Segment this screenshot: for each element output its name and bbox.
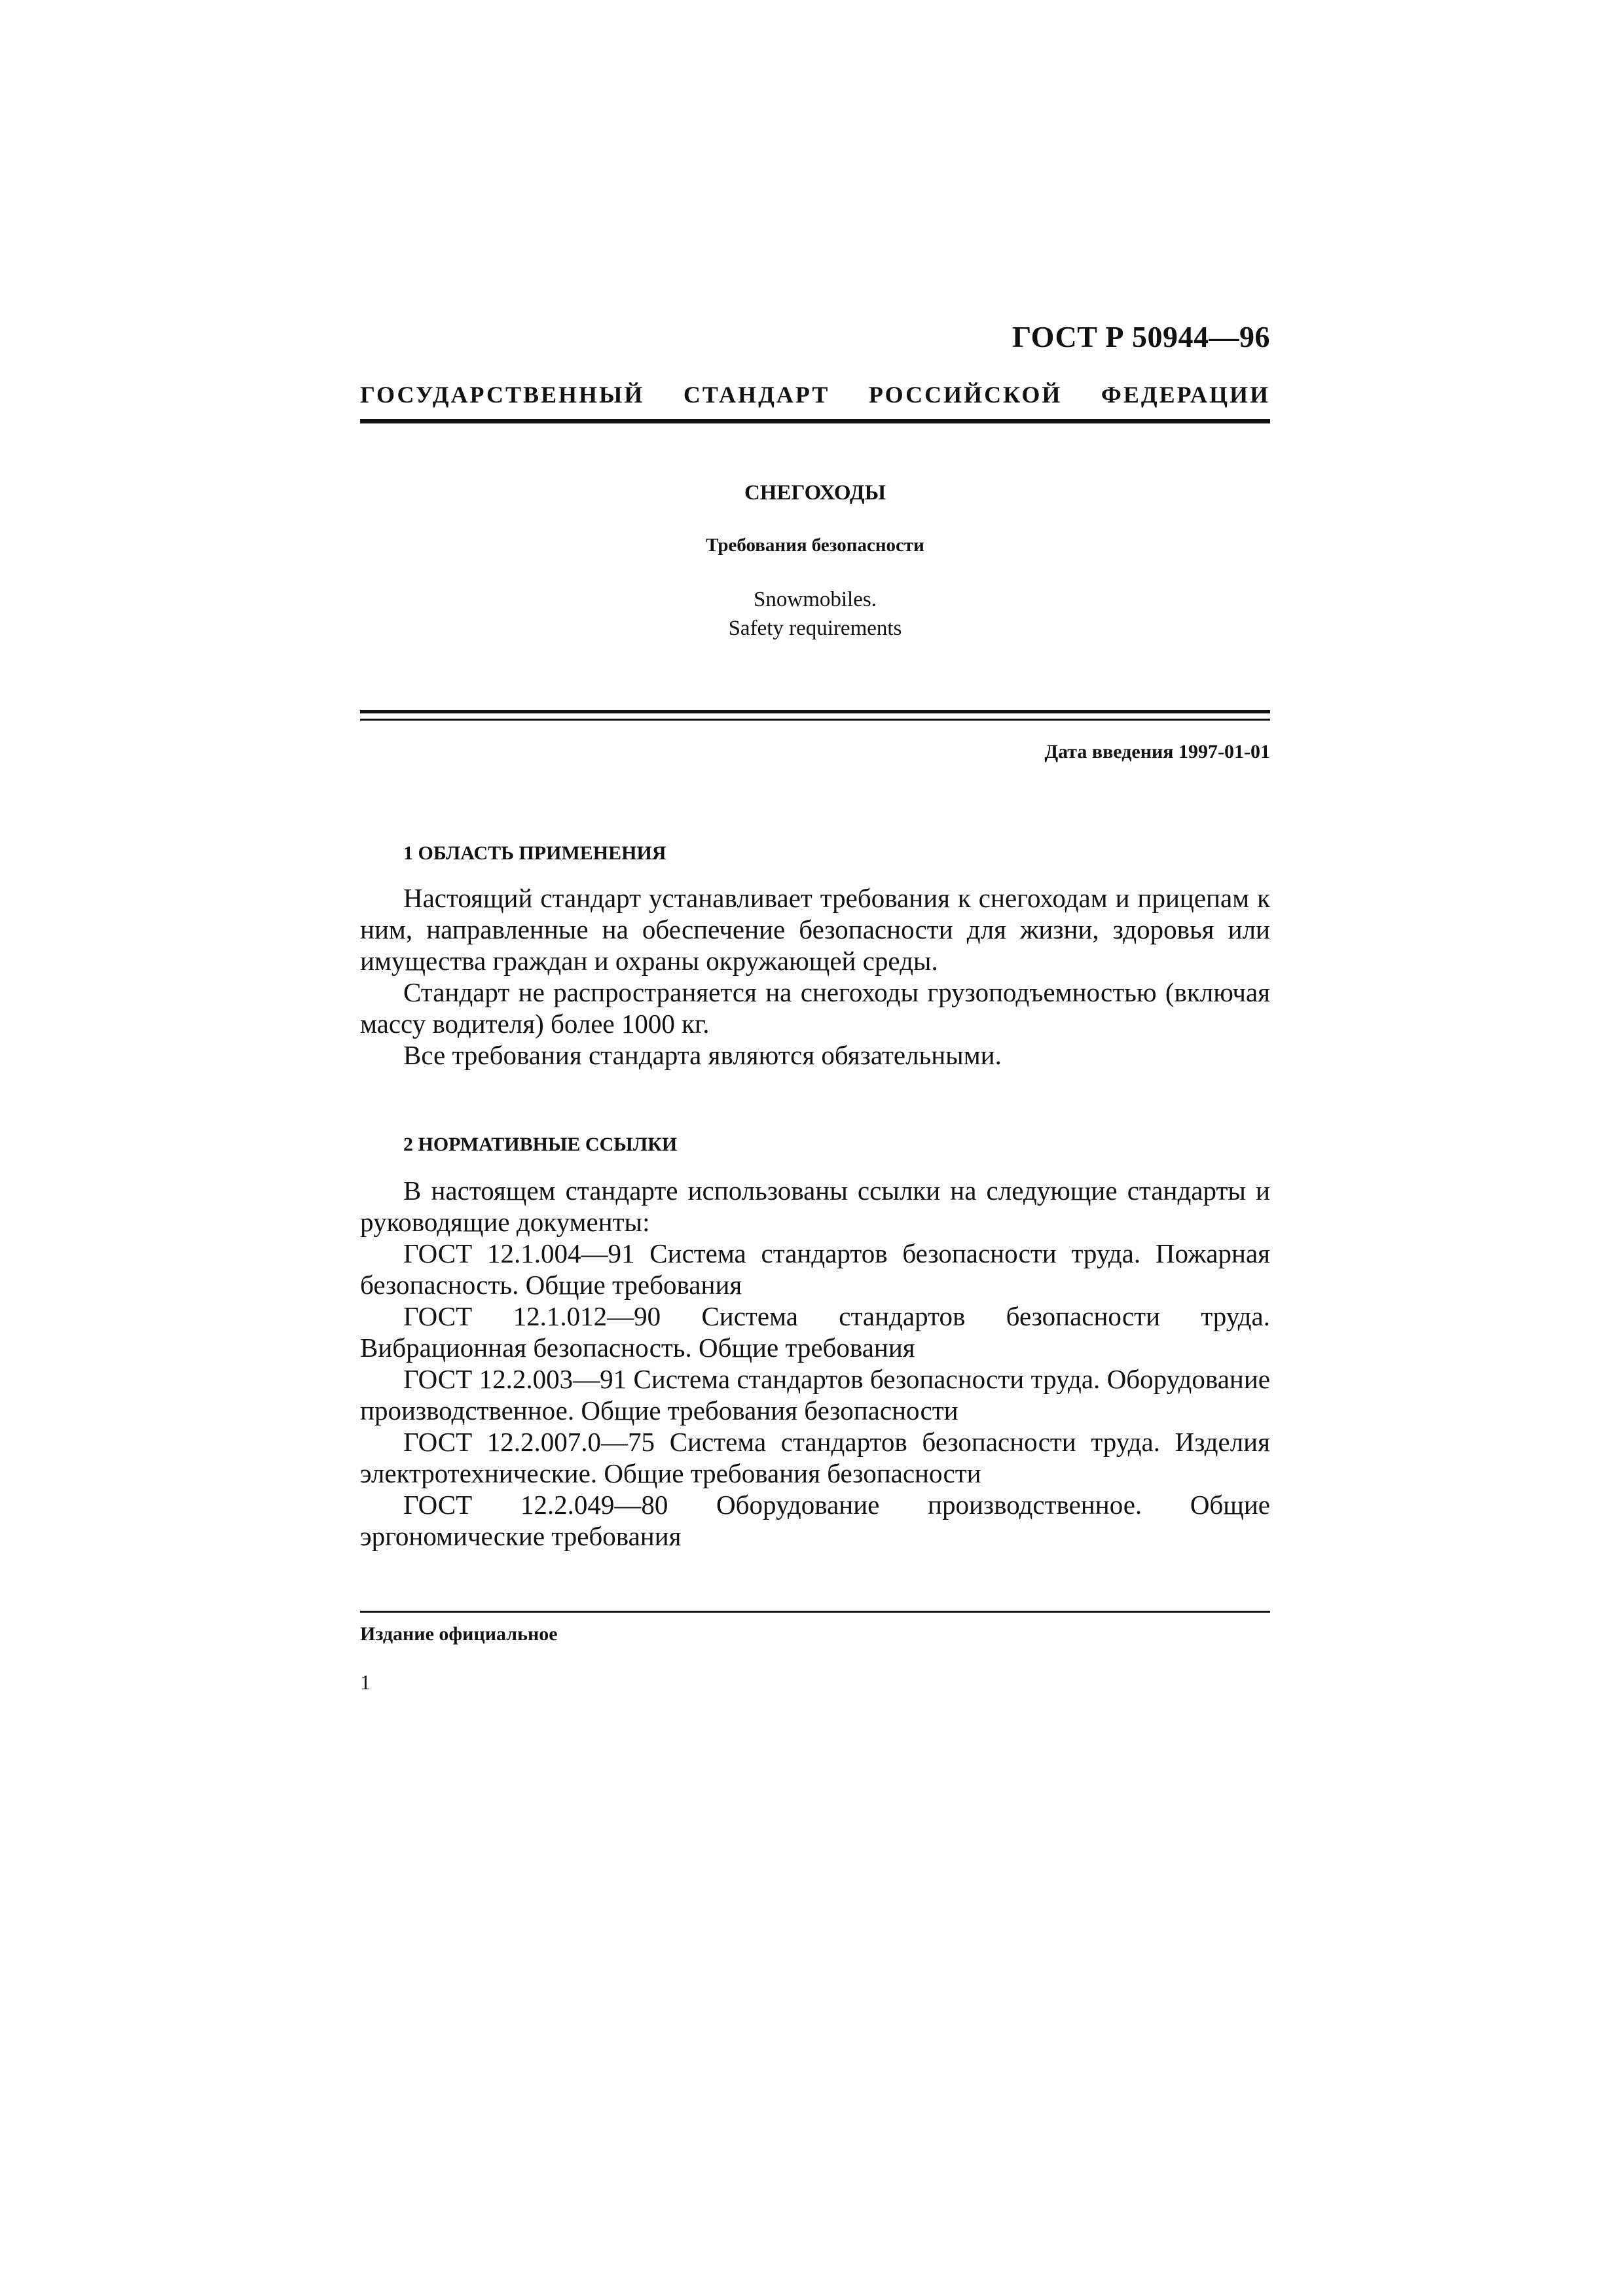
section-1-paragraph: Настоящий стандарт устанавливает требования к снегоходам и прицепам к ним, направленные на обеспечение безопасности для жизни, здоровья или имущества граждан и охраны окружающей среды. bbox=[360, 883, 1270, 976]
reference-entry: ГОСТ 12.2.049—80 Оборудование производственное. Общие эргономические требования bbox=[360, 1490, 1270, 1551]
section-1-paragraph: Стандарт не распространяется на снегоходы грузоподъемностью (включая массу водителя) более 1000 кг. bbox=[360, 977, 1270, 1039]
section-1-body bbox=[360, 882, 1270, 1071]
english-title-line-1: Snowmobiles. bbox=[754, 588, 877, 611]
document-page bbox=[360, 0, 1270, 2296]
section-2-heading: 2 НОРМАТИВНЫЕ ССЫЛКИ bbox=[403, 1134, 678, 1155]
government-standard-title: ГОСУДАРСТВЕННЫЙ СТАНДАРТ РОССИЙСКОЙ ФЕДЕРАЦИИ bbox=[360, 382, 1270, 408]
title-double-rule-top bbox=[360, 710, 1270, 713]
document-number: ГОСТ Р 50944—96 bbox=[1012, 320, 1270, 353]
reference-entry: ГОСТ 12.1.004—91 Система стандартов безопасности труда. Пожарная безопасность. Общие требования bbox=[360, 1238, 1270, 1300]
document-title: СНЕГОХОДЫ bbox=[744, 481, 886, 505]
section-2-body bbox=[360, 1175, 1270, 1552]
title-double-rule-bottom bbox=[360, 719, 1270, 721]
reference-entry: ГОСТ 12.2.003—91 Система стандартов безопасности труда. Оборудование производственное. Общие требования безопасности bbox=[360, 1364, 1270, 1426]
document-subtitle: Требования безопасности bbox=[706, 535, 924, 556]
reference-entry: ГОСТ 12.2.007.0—75 Система стандартов безопасности труда. Изделия электротехнические. Общие требования безопасности bbox=[360, 1427, 1270, 1488]
english-title bbox=[360, 585, 1270, 643]
introduction-date: Дата введения 1997-01-01 bbox=[1044, 741, 1270, 762]
page-number: 1 bbox=[360, 1670, 371, 1694]
section-2-paragraph: В настоящем стандарте использованы ссылки на следующие стандарты и руководящие документы: bbox=[360, 1175, 1270, 1237]
section-1-paragraph: Все требования стандарта являются обязательными. bbox=[403, 1040, 1002, 1070]
english-title-line-2: Safety requirements bbox=[728, 617, 902, 640]
header-rule bbox=[360, 419, 1270, 423]
edition-label: Издание официальное bbox=[360, 1623, 558, 1645]
section-1-heading: 1 ОБЛАСТЬ ПРИМЕНЕНИЯ bbox=[403, 842, 666, 864]
footer-rule bbox=[360, 1611, 1270, 1613]
reference-entry: ГОСТ 12.1.012—90 Система стандартов безопасности труда. Вибрационная безопасность. Общие требования bbox=[360, 1301, 1270, 1363]
